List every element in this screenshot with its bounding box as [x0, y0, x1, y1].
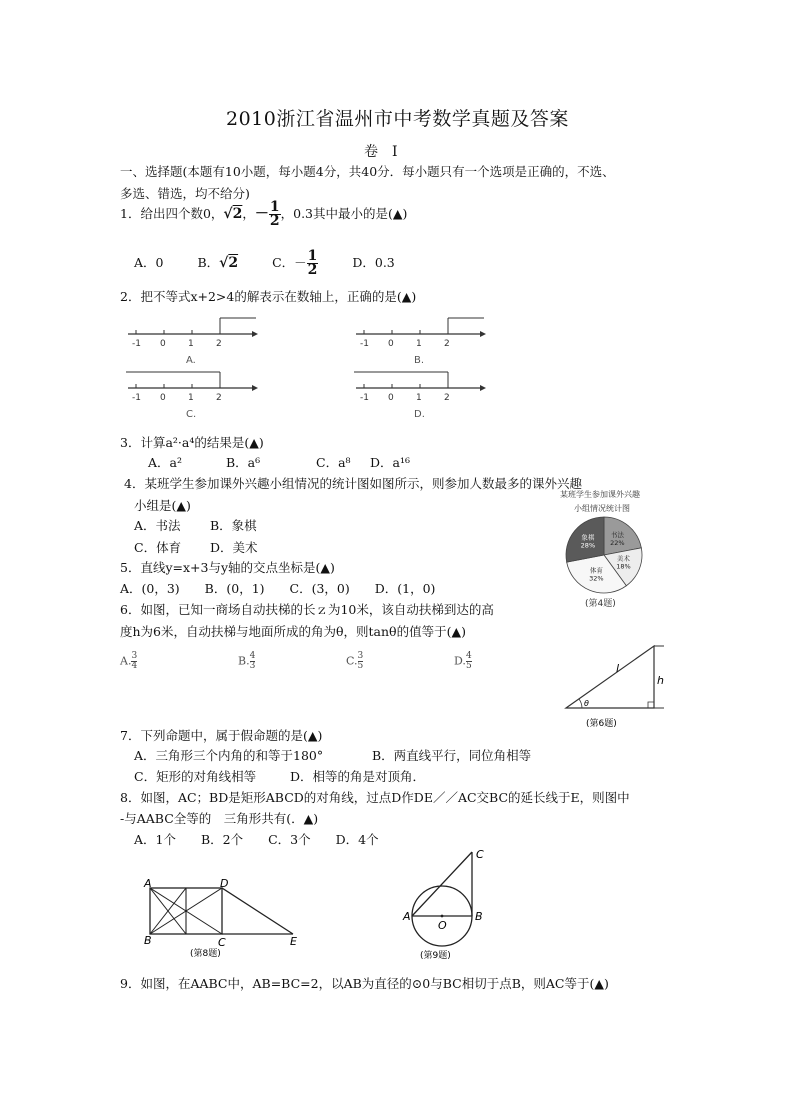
question-1: 1．给出四个数0，√2，－ $\frac{1}{2}$ ，0.3其中最小的是(▲) [120, 199, 408, 229]
theta-label: θ [584, 699, 589, 708]
point-a: A [144, 877, 152, 890]
pie-slice-label: 体育 [589, 566, 603, 575]
number-line-b [356, 318, 486, 366]
escalator-figure [560, 640, 670, 732]
question-8-line1: 8．如图，AC；BD是矩形ABCD的对角线，过点D作DE／／AC交BC的延长线于E，则图中 [120, 790, 630, 805]
q4-caption: (第4题) [585, 599, 616, 609]
option-label: D. [414, 409, 425, 420]
q6-options: A. $\frac{3}{4}$ B. $\frac{4}{3}$ C. $\frac{3}{5}$ D. $\frac{4}{5}$ [120, 651, 472, 671]
point-a: A [403, 910, 411, 923]
number-line-c [126, 372, 258, 420]
question-5: 5．直线y=x+3与y轴的交点坐标是(▲) [120, 560, 335, 575]
pie-slice-label: 书法 [610, 530, 624, 539]
q9-caption: (第9题) [420, 951, 451, 961]
pie-slice-label: 美术 [616, 554, 630, 563]
section-instructions-line1: 一、选择题(本题有10小题，每小题4分，共40分．每小题只有一个选项是正确的，不选、 [120, 164, 615, 179]
tick-label: -1 [360, 339, 369, 349]
tick-label: 1 [416, 339, 422, 349]
question-2: 2．把不等式x+2>4的解表示在数轴上，正确的是(▲) [120, 289, 417, 304]
number-line-figures [120, 310, 500, 422]
q4-option-c: C．体育 [134, 540, 182, 555]
volume-label: 卷 I [364, 144, 398, 160]
option-label: C. [186, 409, 197, 420]
q4-option-b: B．象棋 [210, 518, 257, 533]
question-3: 3．计算a²·a⁴的结果是(▲) [120, 435, 264, 450]
question-4-line1: 4．某班学生参加课外兴趣小组情况的统计图如图所示，则参加人数最多的课外兴趣 [124, 476, 582, 491]
tick-label: 0 [160, 393, 166, 403]
q4-option-a: A．书法 [134, 518, 181, 533]
question-9: 9．如图，在AABC中，AB=BC=2，以AB为直径的⊙0与BC相切于点B，则AC等于(▲) [120, 976, 609, 991]
tick-label: -1 [132, 393, 141, 403]
point-c: C [476, 848, 484, 861]
question-6-line1: 6．如图，已知一商场自动扶梯的长ｚ为10米，该自动扶梯到达的高 [120, 602, 494, 617]
tick-label: 0 [388, 339, 394, 349]
option-label: B. [414, 355, 425, 366]
point-b: B [475, 910, 483, 923]
question-4-line2: 小组是(▲) [134, 498, 191, 513]
question-1-options [134, 250, 395, 277]
option-a: A．0 [134, 255, 164, 270]
rectangle-figure [138, 876, 308, 958]
q7-option-b: B．两直线平行，同位角相等 [372, 748, 532, 763]
pie-chart [560, 514, 650, 596]
pie-slice-label: 象棋 [581, 533, 595, 542]
tick-label: 1 [188, 339, 194, 349]
point-o: O [438, 919, 447, 932]
pie-chart-title-line2: 小组情况统计图 [574, 504, 630, 513]
tick-label: 2 [216, 393, 222, 403]
q7-option-d: D．相等的角是对顶角． [290, 769, 426, 784]
q8-options: A．1个 B．2个 C．3个 D．4个 [134, 832, 379, 847]
option-label: A. [186, 355, 196, 366]
sqrt-2: √2 [223, 206, 243, 222]
point-b: B [144, 934, 152, 947]
point-c: C [218, 936, 226, 949]
q5-options: A．(0，3) B．(0，1) C．(3，0) D．(1，0) [120, 581, 436, 596]
length-l-label: l [616, 662, 620, 675]
section-instructions-line2: 多选、错选，均不给分) [120, 186, 250, 201]
q7-option-a: A．三角形三个内角的和等于180° [134, 748, 324, 763]
q6-caption: (第6题) [586, 719, 617, 729]
circle-tangent-figure [400, 844, 500, 964]
pie-slice-value: 32% [589, 574, 604, 583]
fraction-half: $\frac{1}{2}$ [269, 199, 280, 229]
q3-option-a: A．a² [148, 455, 182, 470]
tick-label: 2 [444, 393, 450, 403]
tick-label: 2 [444, 339, 450, 349]
pie-slice-value: 28% [580, 541, 596, 550]
q4-option-d: D．美术 [210, 540, 258, 555]
pie-slice-value: 22% [610, 538, 625, 547]
option-d: D．0.3 [352, 255, 395, 270]
question-6-line2: 度h为6米，自动扶梯与地面所成的角为θ，则tanθ的值等于(▲) [120, 624, 466, 639]
pie-slice-value: 18% [616, 562, 631, 571]
tick-label: -1 [360, 393, 369, 403]
q3-option-b: B．a⁶ [226, 455, 261, 470]
question-7: 7．下列命题中，属于假命题的是(▲) [120, 728, 323, 743]
height-h-label: h [657, 674, 664, 687]
tick-label: 1 [416, 393, 422, 403]
tick-label: 0 [160, 339, 166, 349]
q7-option-c: C．矩形的对角线相等 [134, 769, 257, 784]
tick-label: 1 [188, 393, 194, 403]
question-8-line2: -与AABC全等的 三角形共有(．▲) [120, 811, 319, 826]
pie-chart-title-line1: 某班学生参加课外兴趣 [560, 490, 640, 499]
tick-label: 0 [388, 393, 394, 403]
number-line-d [354, 372, 486, 420]
q3-option-d: D．a¹⁶ [370, 455, 410, 470]
tick-label: 2 [216, 339, 222, 349]
number-line-a [128, 318, 258, 366]
point-e: E [290, 935, 297, 948]
option-c: C．－ $\frac{1}{2}$ [272, 248, 318, 278]
point-d: D [220, 877, 229, 890]
option-b: B．√2 [197, 255, 239, 271]
page-title: 2010浙江省温州市中考数学真题及答案 [226, 108, 569, 130]
escalator-triangle [566, 646, 654, 708]
q8-caption: (第8题) [190, 949, 221, 958]
tick-label: -1 [132, 339, 141, 349]
q3-option-c: C．a⁸ [316, 455, 351, 470]
